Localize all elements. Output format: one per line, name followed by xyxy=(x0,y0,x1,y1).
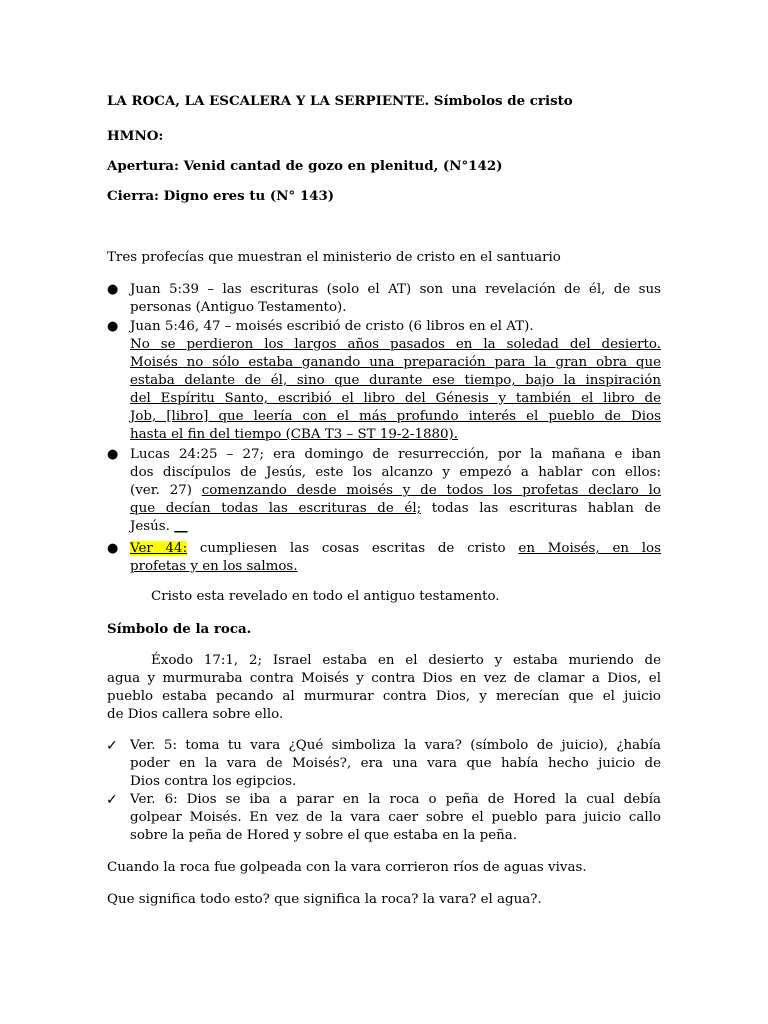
bullet-1-line: Juan 5:39 – las escrituras (solo el AT) son una revelación de él, de sus xyxy=(130,282,661,297)
check-item-1 xyxy=(106,737,661,791)
intro-text: Tres profecías que muestran el ministerio de cristo en el santuario xyxy=(107,250,561,265)
underlined-quote-line: Moisés no sólo estaba ganando una preparación para la gran obra que xyxy=(130,355,661,370)
bullet-icon: ● xyxy=(107,282,119,297)
check-1-line: poder en la vara de Moisés?, era una vara que había hecho juicio de xyxy=(130,756,661,771)
question-text: Que significa todo esto? que significa la roca? la vara? el agua?. xyxy=(107,892,542,907)
bullet-item-3 xyxy=(107,446,661,536)
check-item-2 xyxy=(106,791,661,845)
bullet-4-text: cumpliesen las cosas escritas de cristo xyxy=(187,541,519,556)
bullet-3-line xyxy=(130,482,661,500)
hymn-label: HMNO: xyxy=(107,128,164,144)
check-2-line: golpear Moisés. En vez de la vara caer sobre el pueblo para juicio callo xyxy=(130,810,661,825)
exodus-line: de Dios callera sobre ello. xyxy=(107,707,284,722)
bullet-3-line: dos discípulos de Jesús, este los alcanzo y empezó a hablar con ellos: xyxy=(130,465,661,480)
exodus-line: pueblo estaba pecando al murmurar contra Dios, y merecían que el juicio xyxy=(107,689,661,704)
checkmark-icon: ✓ xyxy=(106,738,118,754)
underlined-quote: profetas y en los salmos. xyxy=(130,559,298,574)
bullet-icon: ● xyxy=(107,541,119,556)
exodus-paragraph xyxy=(107,652,661,724)
underlined-quote-line: Job, [libro] que leería con el más profundo interés el pueblo de Dios xyxy=(130,409,661,424)
bullet-3-line xyxy=(130,500,661,518)
bullet-3-line: Lucas 24:25 – 27; era domingo de resurrección, por la mañana e iban xyxy=(130,447,661,462)
underlined-quote: comenzando desde moisés y de todos los profetas declaro lo xyxy=(201,483,661,498)
exodus-line: Éxodo 17:1, 2; Israel estaba en el desierto y estaba muriendo de xyxy=(151,653,661,668)
closing-hymn: Cierra: Digno eres tu (N° 143) xyxy=(107,188,335,204)
check-1-line: Dios contra los egipcios. xyxy=(130,774,297,789)
bullet-4-line xyxy=(130,540,661,558)
highlighted-verse: Ver 44: xyxy=(130,541,188,556)
underlined-quote-line: hasta el fin del tiempo (CBA T3 – ST 19-2-1880). xyxy=(130,427,459,442)
revealed-text: Cristo esta revelado en todo el antiguo testamento. xyxy=(151,589,500,604)
bullet-2-line: Juan 5:46, 47 – moisés escribió de cristo (6 libros en el AT). xyxy=(130,319,534,334)
underlined-blank: __ xyxy=(174,519,188,534)
rock-struck-text: Cuando la roca fue golpeada con la vara corrieron ríos de aguas vivas. xyxy=(107,860,587,875)
bullet-3-text: Jesús. xyxy=(130,519,175,534)
underlined-quote-line: del Espíritu Santo, escribió el libro del Génesis y también el libro de xyxy=(130,391,661,406)
checkmark-icon: ✓ xyxy=(106,792,118,808)
underlined-quote-line: estaba delante de él, sino que durante ese tiempo, bajo la inspiración xyxy=(130,373,661,388)
check-2-line: sobre la peña de Hored y sobre el que estaba en la peña. xyxy=(130,828,518,843)
check-2-line: Ver. 6: Dios se iba a parar en la roca o peña de Hored la cual debía xyxy=(130,792,661,807)
underlined-quote-line: No se perdieron los largos años pasados en la soledad del desierto. xyxy=(130,337,661,352)
bullet-icon: ● xyxy=(107,447,119,462)
check-1-line: Ver. 5: toma tu vara ¿Qué simboliza la vara? (símbolo de juicio), ¿había xyxy=(130,738,661,753)
bullet-1-line: personas (Antiguo Testamento). xyxy=(130,300,347,315)
bullet-item-2 xyxy=(107,318,661,444)
opening-hymn: Apertura: Venid cantad de gozo en plenitud, (N°142) xyxy=(107,158,503,174)
bullet-icon: ● xyxy=(107,319,119,334)
bullet-3-line xyxy=(130,518,661,536)
exodus-line: agua y murmuraba contra Moisés y contra Dios en vez de clamar a Dios, el xyxy=(107,671,661,686)
underlined-quote: en Moisés, en los xyxy=(518,541,661,556)
section-heading-rock: Símbolo de la roca. xyxy=(107,621,252,637)
document-title: LA ROCA, LA ESCALERA Y LA SERPIENTE. Símbolos de cristo xyxy=(107,93,573,109)
underlined-quote: que decían todas las escrituras de él; xyxy=(130,501,422,516)
bullet-item-4 xyxy=(107,540,661,576)
bullet-3-text: todas las escrituras hablan de xyxy=(421,501,661,516)
bullet-item-1 xyxy=(107,281,661,317)
bullet-3-text: (ver. 27) xyxy=(130,483,202,498)
